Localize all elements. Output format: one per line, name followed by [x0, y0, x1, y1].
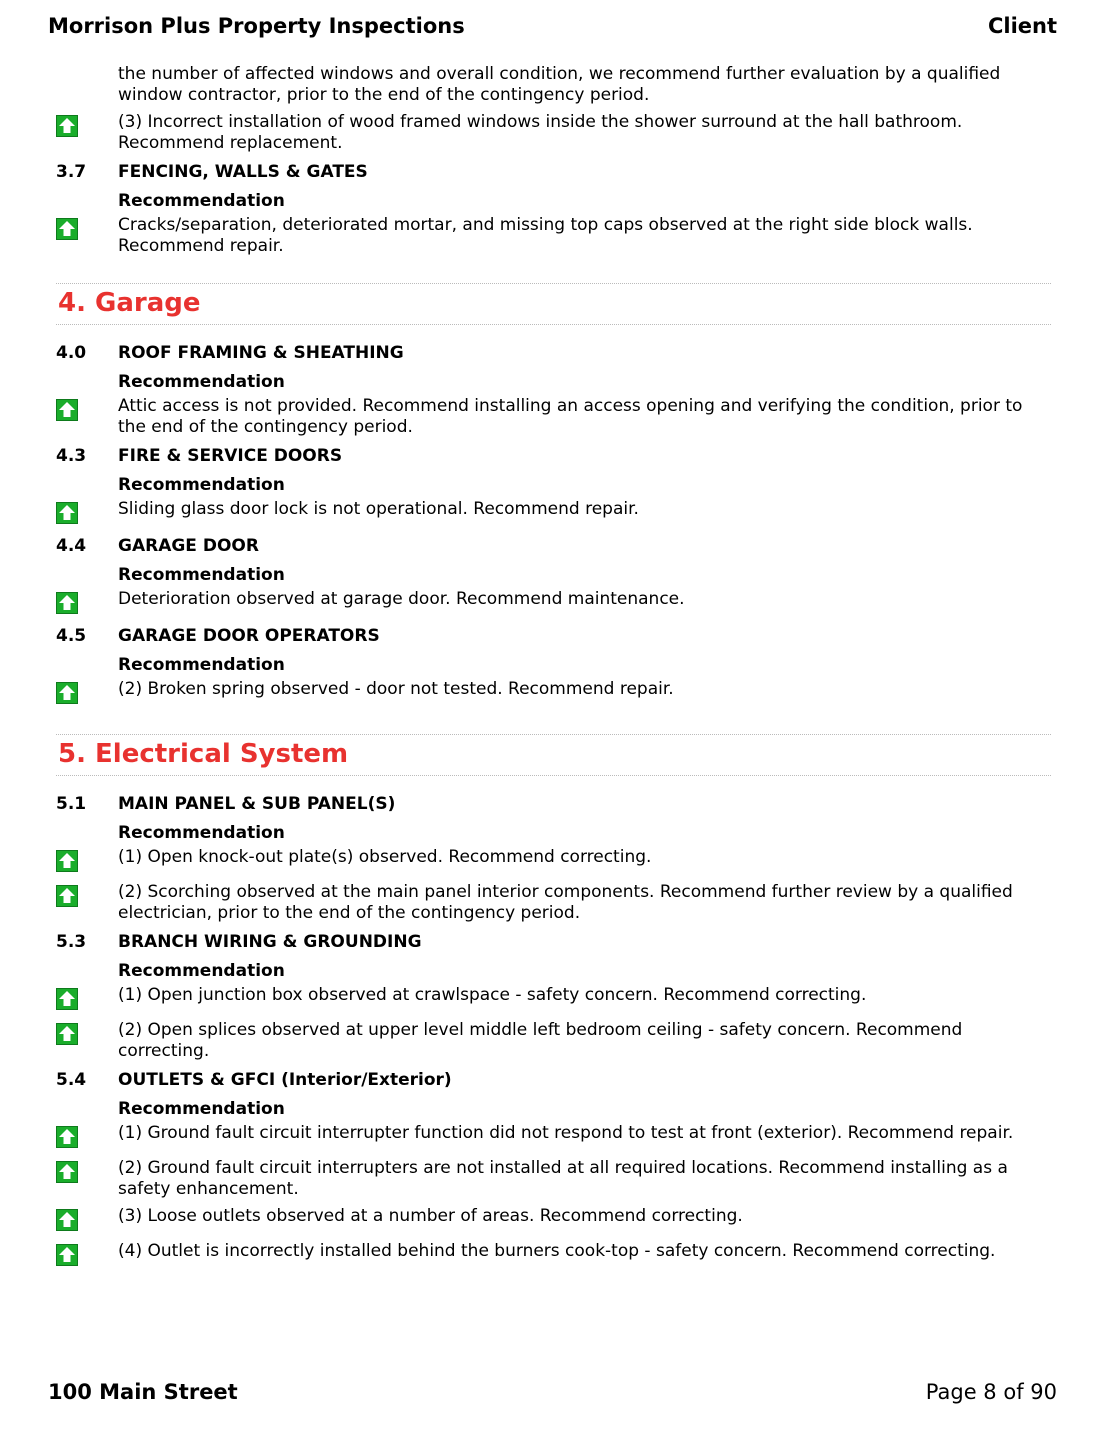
- green-up-arrow-icon: [56, 1161, 78, 1183]
- recommendation-text: the number of affected windows and overall condition, we recommend further evaluation by a qualified window contractor, prior to the end of the contingency period.: [118, 64, 1001, 105]
- recommendation-label: Recommendation: [118, 191, 285, 211]
- subsection-title: FIRE & SERVICE DOORS: [118, 446, 343, 466]
- subsection-title: MAIN PANEL & SUB PANEL(S): [118, 794, 396, 814]
- subsection-number: 4.3: [56, 446, 87, 466]
- green-up-arrow-icon: [56, 115, 78, 137]
- recommendation-item: [56, 847, 1051, 876]
- subsection-heading: [56, 932, 1051, 952]
- recommendation-text: (3) Incorrect installation of wood framed windows inside the shower surround at the hall bathroom. Recommend replacement.: [118, 112, 963, 153]
- recommendation-item: [56, 1241, 1051, 1270]
- green-up-arrow-icon: [56, 592, 78, 614]
- recommendation-item: [56, 679, 1051, 708]
- page-number: Page 8 of 90: [925, 1380, 1057, 1404]
- recommendation-item: [56, 215, 1051, 257]
- page-footer: [48, 1380, 1057, 1404]
- report-content: [56, 64, 1051, 1276]
- subsection-3-7: [56, 162, 1051, 257]
- subsection-5-3: [56, 932, 1051, 1062]
- recommendation-text: (1) Open junction box observed at crawlspace - safety concern. Recommend correcting.: [118, 985, 867, 1005]
- recommendation-item: [56, 589, 1051, 618]
- green-up-arrow-icon: [56, 218, 78, 240]
- page-header: [48, 14, 1057, 38]
- client-label: Client: [987, 14, 1057, 38]
- subsection-heading: [56, 1070, 1051, 1090]
- subsection-heading: [56, 343, 1051, 363]
- subsection-5-1: [56, 794, 1051, 924]
- recommendation-text: (1) Open knock-out plate(s) observed. Recommend correcting.: [118, 847, 652, 867]
- company-name: Morrison Plus Property Inspections: [48, 14, 465, 38]
- section-title-electrical: 5. Electrical System: [56, 734, 1051, 776]
- recommendation-label: Recommendation: [118, 475, 285, 495]
- subsection-number: 5.3: [56, 932, 87, 952]
- recommendation-item: [56, 1158, 1051, 1200]
- subsection-number: 5.1: [56, 794, 87, 814]
- recommendation-item: [56, 112, 1051, 154]
- green-up-arrow-icon: [56, 885, 78, 907]
- recommendation-item: [56, 985, 1051, 1014]
- subsection-title: GARAGE DOOR OPERATORS: [118, 626, 380, 646]
- subsection-heading: [56, 536, 1051, 556]
- recommendation-label: Recommendation: [118, 655, 285, 675]
- subsection-4-5: [56, 626, 1051, 708]
- green-up-arrow-icon: [56, 988, 78, 1010]
- green-up-arrow-icon: [56, 682, 78, 704]
- green-up-arrow-icon: [56, 502, 78, 524]
- subsection-title: BRANCH WIRING & GROUNDING: [118, 932, 422, 952]
- recommendation-text: (2) Scorching observed at the main panel interior components. Recommend further review by a qualified electrician, prior to the end of the contingency period.: [118, 882, 1013, 923]
- green-up-arrow-icon: [56, 850, 78, 872]
- recommendation-label: Recommendation: [118, 823, 285, 843]
- subsection-number: 4.0: [56, 343, 87, 363]
- recommendation-text: (2) Ground fault circuit interrupters are not installed at all required locations. Recommend installing as a safety enhancement.: [118, 1158, 1008, 1199]
- recommendation-item: [56, 1123, 1051, 1152]
- subsection-4-0: [56, 343, 1051, 438]
- recommendation-item: [56, 882, 1051, 924]
- recommendation-item: [56, 396, 1051, 438]
- recommendation-text: (2) Broken spring observed - door not tested. Recommend repair.: [118, 679, 674, 699]
- subsection-title: OUTLETS & GFCI (Interior/Exterior): [118, 1070, 452, 1090]
- subsection-title: GARAGE DOOR: [118, 536, 259, 556]
- recommendation-text: (3) Loose outlets observed at a number of areas. Recommend correcting.: [118, 1206, 743, 1226]
- recommendation-text: Cracks/separation, deteriorated mortar, and missing top caps observed at the right side block walls. Recommend repair.: [118, 215, 973, 256]
- green-up-arrow-icon: [56, 1244, 78, 1266]
- section-title-garage: 4. Garage: [56, 283, 1051, 325]
- recommendation-text: (1) Ground fault circuit interrupter function did not respond to test at front (exterior). Recommend repair.: [118, 1123, 1014, 1143]
- recommendation-text: Deterioration observed at garage door. Recommend maintenance.: [118, 589, 685, 609]
- subsection-number: 4.5: [56, 626, 87, 646]
- subsection-number: 4.4: [56, 536, 87, 556]
- green-up-arrow-icon: [56, 1023, 78, 1045]
- subsection-number: 5.4: [56, 1070, 87, 1090]
- subsection-title: FENCING, WALLS & GATES: [118, 162, 368, 182]
- recommendation-item: [56, 1206, 1051, 1235]
- recommendation-label: Recommendation: [118, 565, 285, 585]
- recommendation-item: [56, 1020, 1051, 1062]
- subsection-title: ROOF FRAMING & SHEATHING: [118, 343, 404, 363]
- property-address: 100 Main Street: [48, 1380, 238, 1404]
- recommendation-label: Recommendation: [118, 961, 285, 981]
- green-up-arrow-icon: [56, 1209, 78, 1231]
- subsection-heading: [56, 626, 1051, 646]
- recommendation-label: Recommendation: [118, 1099, 285, 1119]
- recommendation-text: (2) Open splices observed at upper level middle left bedroom ceiling - safety concern. Recommend correcting.: [118, 1020, 963, 1061]
- subsection-4-4: [56, 536, 1051, 618]
- subsection-heading: [56, 446, 1051, 466]
- recommendation-label: Recommendation: [118, 372, 285, 392]
- subsection-5-4: [56, 1070, 1051, 1270]
- subsection-heading: [56, 794, 1051, 814]
- subsection-4-3: [56, 446, 1051, 528]
- continued-item: [56, 64, 1051, 106]
- green-up-arrow-icon: [56, 399, 78, 421]
- green-up-arrow-icon: [56, 1126, 78, 1148]
- subsection-number: 3.7: [56, 162, 87, 182]
- subsection-heading: [56, 162, 1051, 182]
- recommendation-text: (4) Outlet is incorrectly installed behind the burners cook-top - safety concern. Recommend correcting.: [118, 1241, 996, 1261]
- recommendation-text: Sliding glass door lock is not operational. Recommend repair.: [118, 499, 639, 519]
- recommendation-item: [56, 499, 1051, 528]
- recommendation-text: Attic access is not provided. Recommend installing an access opening and verifying the condition, prior to the end of the contingency period.: [118, 396, 1023, 437]
